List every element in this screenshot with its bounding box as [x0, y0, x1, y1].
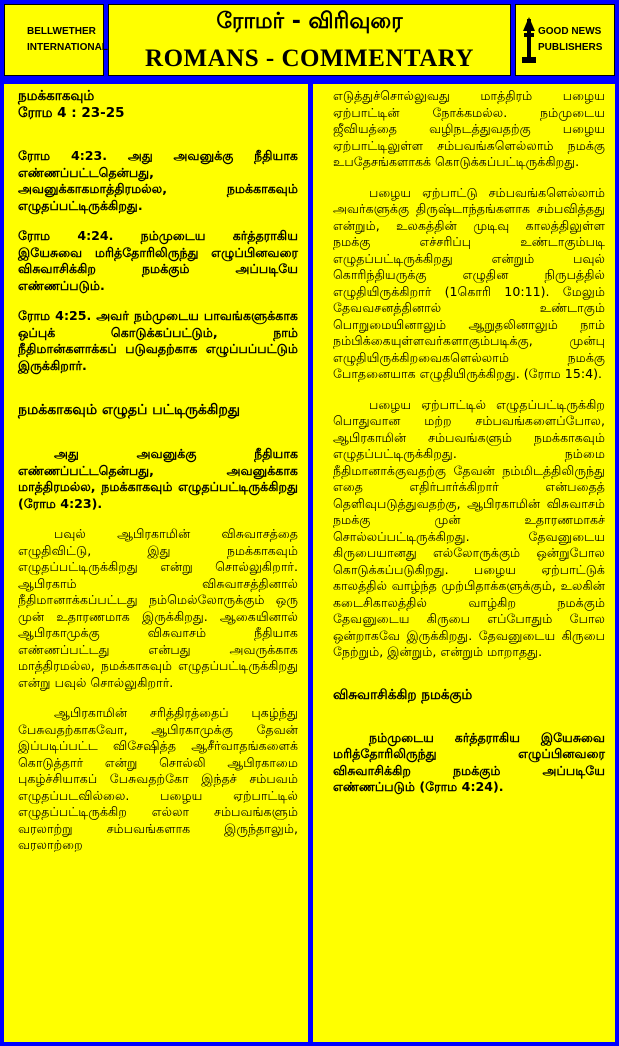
good-news-line2: PUBLISHERS — [538, 42, 603, 53]
left-quote: அது அவனுக்கு நீதியாக எண்ணப்பட்டதென்பது, அவனுக்காக மாத்திரமல்ல, நமக்காகவும் எழுதப்பட்டிருக்கிறது (ரோம 4:23). — [18, 446, 298, 511]
right-paragraph-1: எடுத்துச்சொல்லுவது மாத்திரம் பழைய ஏற்பாட்டின் நோக்கமல்ல. நம்முடைய ஜீவியத்தை வழிநடத்துவதற்கு பழைய ஏற்பாட்டிலுள்ள சம்பவங்களெல்லாம் நமக்கு உபதேசங்களாகக் கொடுக்கப்பட்டிருக்கிறது. — [333, 88, 605, 169]
section-heading: நமக்காகவும் — [18, 88, 95, 104]
section-reference: ரோம 4 : 23-25 — [18, 105, 125, 121]
verse-23: ரோம 4:23. அது அவனுக்கு நீதியாக எண்ணப்பட்டதென்பது, அவனுக்காகமாத்திரமல்ல, நமக்காகவும் எழுதப்பட்டிருக்கிறது. — [18, 148, 298, 213]
right-quote: நம்முடைய கர்த்தராகிய இயேசுவை மரித்தோரிலிருந்து எழுப்பினவரை விசுவாசிக்கிற நமக்கும் அப்படியே எண்ணப்படும் (ரோம 4:24). — [333, 729, 605, 794]
right-column — [313, 84, 615, 1042]
bellwether-line1: BELLWETHER — [27, 26, 96, 37]
left-paragraph-1: பவுல் ஆபிரகாமின் விசுவாசத்தை எழுதிவிட்டு, இது நமக்காகவும் எழுதப்பட்டிருக்கிறது என்று சொல்லுகிறார். ஆபிரகாம் விசுவாசத்தினால் நீதிமானாக்கப்பட்டது நம்மெல்லோருக்கும் ஒரு முன் உதாரணமாக இருக்கிறது. ஆகையினால் ஆபிரகாமுக்கு விசுவாசம் நீதியாக எண்ணப்பட்டது என்பது அவருக்காக மாத்திரமல்ல, நமக்காகவும் எழுதப்பட்டிருக்கிறது என்று பவுல் சொல்லுகிறார். — [18, 526, 298, 690]
right-paragraph-3: பழைய ஏற்பாட்டில் எழுதப்பட்டிருக்கிற பொதுவான மற்ற சம்பவங்களைப்போல, ஆபிரகாமின் சம்பவங்களும் நமக்காகவும் எழுதப்பட்டிருக்கிறது. நம்மை நீதிமானாக்குவதற்கு தேவன் நம்மிடத்திலிருந்து எதை எதிர்பார்க்கிறார் என்பதைத் தெளிவுபடுத்துவதற்கு, ஆபிரகாமின் விசுவாசம் நமக்கு முன் உதாரணமாகச் சொல்லப்பட்டிருக்கிறது. தேவனுடைய கிருபையானது எல்லோருக்கும் ஒன்றுபோல கொடுக்கப்படுகிறது. பழைய ஏற்பாட்டுக் காலத்தில் வாழ்ந்த முற்பிதாக்களுக்கும், உலகின் கடைசிகாலத்தில் வாழ்கிற நமக்கும் தேவனுடைய கிருபை எப்போதும் போல ஒன்றாகவே இருக்கிறது. தேவனுடைய கிருபை நேற்றும், இன்றும், என்றும் மாறாதது. — [333, 396, 605, 659]
verse-25: ரோம 4:25. அவர் நம்முடைய பாவங்களுக்காக ஒப்புக் கொடுக்கப்பட்டும், நாம் நீதிமான்களாக்கப் படுவதற்காக எழுப்பப்பட்டும் இருக்கிறார். — [18, 308, 298, 373]
title-english: ROMANS - COMMENTARY — [145, 45, 474, 72]
good-news-logo — [515, 4, 615, 76]
bellwether-line2: INTERNATIONAL — [27, 42, 108, 53]
good-news-logo-icon — [522, 17, 536, 65]
left-paragraph-2: ஆபிரகாமின் சரித்திரத்தைப் புகழ்ந்து பேசுவதற்காகவோ, ஆபிரகாமுக்கு தேவன் இப்படிப்பட்ட விசேஷித்த ஆசீர்வாதங்களைக் கொடுத்தார் என்று சொல்லி ஆபிரகாமை புகழ்ச்சியாகப் பேசுவதற்கோ இந்தச் சம்பவம் எழுதப்படவில்லை. பழைய ஏற்பாட்டில் எழுதப்பட்டிருக்கிற எல்லா சம்பவங்களும் வரலாற்று சம்பவங்களாக இருந்தாலும், வரலாற்றை — [18, 705, 298, 852]
right-paragraph-2: பழைய ஏற்பாட்டு சம்பவங்களெல்லாம் அவர்களுக்கு திருஷ்டாந்தங்களாக சம்பவித்தது என்றும், உலகத்தின் முடிவு காலத்திலுள்ள நமக்கு எச்சரிப்பு உண்டாகும்படி எழுதப்பட்டிருக்கிறது என்றும் பவுல் கொரிந்தியருக்கு எழுதின நிருபத்தில் எழுதியிருக்கிறார் (1கொரி 10:11). மேலும் தேவவசனத்தினால் உண்டாகும் பொறுமையினாலும் ஆறுதலினாலும் நாம் நம்பிக்கையுள்ளவர்களாகும்படிக்கு, முன்பு எழுதியிருக்கிறவைகளெல்லாம் நமக்கு போதனையாக எழுதியிருக்கிறது. (ரோம 15:4). — [333, 184, 605, 381]
left-column — [4, 84, 308, 1042]
bellwether-logo — [4, 4, 108, 76]
right-subheading: விசுவாசிக்கிற நமக்கும் — [333, 686, 473, 703]
title-tamil: ரோமர் - விரிவுரை — [216, 9, 403, 34]
title-box — [108, 4, 511, 76]
left-subheading: நமக்காகவும் எழுதப் பட்டிருக்கிறது — [18, 402, 241, 418]
good-news-line1: GOOD NEWS — [538, 26, 602, 37]
header — [0, 0, 619, 80]
verse-24: ரோம 4:24. நம்முடைய கர்த்தராகிய இயேசுவை மரித்தோரிலிருந்து எழுப்பினவரை விசுவாசிக்கிற நமக்கும் அப்படியே எண்ணப்படும். — [18, 228, 298, 293]
